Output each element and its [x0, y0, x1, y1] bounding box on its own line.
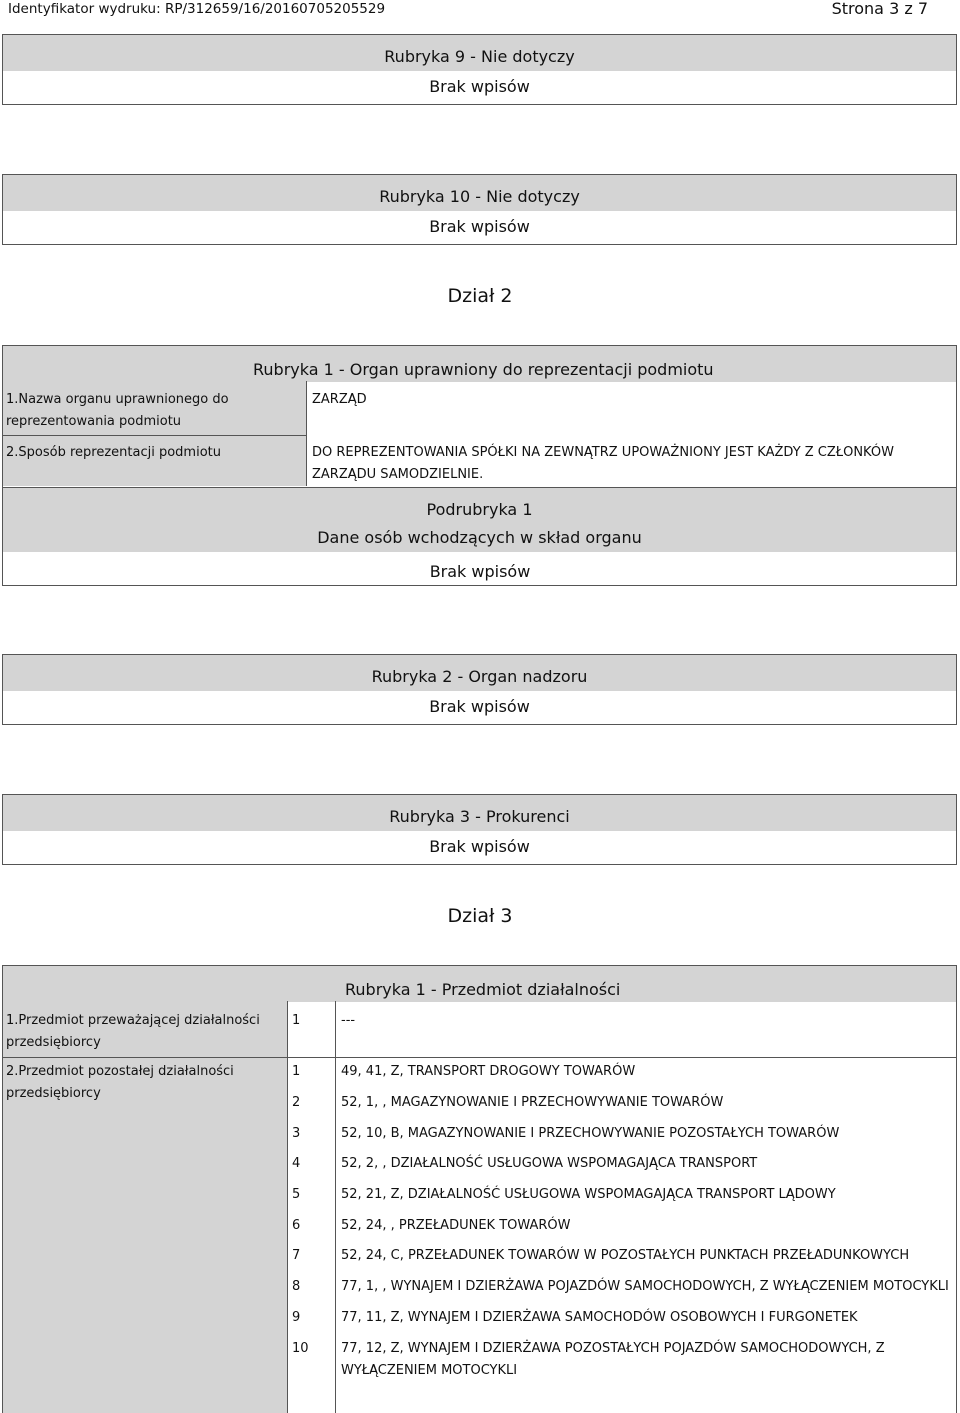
activity-item-number: 6 — [292, 1218, 301, 1233]
podrubryka-1-empty: Brak wpisów — [429, 562, 531, 581]
activity-item-number: 9 — [292, 1310, 301, 1325]
activity-item-text: 52, 2, , DZIAŁALNOŚĆ USŁUGOWA WSPOMAGAJĄCA TRANSPORT — [341, 1156, 758, 1171]
dzial2-column-divider — [306, 381, 307, 486]
activity-item-text: 52, 24, , PRZEŁADUNEK TOWARÓW — [341, 1218, 571, 1233]
podrubryka-1-header — [3, 487, 956, 552]
rubryka-10-empty: Brak wpisów — [429, 217, 530, 236]
rubryka-3-title: Rubryka 3 - Prokurenci — [3, 795, 956, 831]
activity-item-text: 49, 41, Z, TRANSPORT DROGOWY TOWARÓW — [341, 1064, 636, 1079]
activity-item-number: 3 — [292, 1126, 301, 1141]
dzial3-field2-label: 2.Przedmiot pozostałej działalności przedsiębiorcy — [6, 1064, 234, 1101]
dzial3-rubryka-1-title: Rubryka 1 - Przedmiot działalności — [345, 980, 621, 999]
dzial2-field2-label: 2.Sposób reprezentacji podmiotu — [6, 445, 221, 460]
dzial2-field1-value: ZARZĄD — [312, 392, 367, 407]
activity-item-text: 52, 24, C, PRZEŁADUNEK TOWARÓW W POZOSTAŁYCH PUNKTACH PRZEŁADUNKOWYCH — [341, 1248, 910, 1263]
dzial2-rubryka-1-title: Rubryka 1 - Organ uprawniony do reprezentacji podmiotu — [253, 360, 714, 379]
dzial3-column-divider — [287, 1001, 288, 1413]
rubryka-9-title: Rubryka 9 - Nie dotyczy — [3, 35, 956, 71]
activity-item-text: 52, 1, , MAGAZYNOWANIE I PRZECHOWYWANIE TOWARÓW — [341, 1095, 724, 1110]
dzial-2-title: Dział 2 — [447, 285, 513, 307]
activity-item-number: 8 — [292, 1279, 301, 1294]
page-number: Strona 3 z 7 — [831, 0, 928, 18]
activity-item-text: 77, 12, Z, WYNAJEM I DZIERŻAWA POZOSTAŁYCH POJAZDÓW SAMOCHODOWYCH, Z WYŁĄCZENIEM MOTOCYKLI — [341, 1341, 885, 1378]
rubryka-2-empty: Brak wpisów — [429, 697, 530, 716]
dzial2-field2-value: DO REPREZENTOWANIA SPÓŁKI NA ZEWNĄTRZ UPOWAŻNIONY JEST KAŻDY Z CZŁONKÓW ZARZĄDU SAMODZIELNIE. — [312, 445, 894, 482]
activity-item-number: 5 — [292, 1187, 301, 1202]
activity-item-number: 1 — [292, 1064, 301, 1079]
rubryka-2-title: Rubryka 2 - Organ nadzoru — [3, 655, 956, 691]
dzial2-field1-label: 1.Nazwa organu uprawnionego do reprezentowania podmiotu — [6, 392, 229, 429]
dzial3-row-divider — [3, 1057, 956, 1058]
rubryka-10-box — [2, 174, 957, 245]
activity-item-text: 52, 10, B, MAGAZYNOWANIE I PRZECHOWYWANIE POZOSTAŁYCH TOWARÓW — [341, 1126, 840, 1141]
rubryka-9-box — [2, 34, 957, 105]
rubryka-10-title: Rubryka 10 - Nie dotyczy — [3, 175, 956, 211]
dzial3-field1-value: --- — [341, 1013, 356, 1028]
rubryka-3-box — [2, 794, 957, 865]
dzial3-num-divider — [335, 1001, 336, 1413]
dzial3-rubryka-1-header — [3, 966, 956, 1002]
rubryka-3-empty: Brak wpisów — [429, 837, 530, 856]
dzial-3-title: Dział 3 — [447, 905, 513, 927]
rubryka-2-box — [2, 654, 957, 725]
activity-item-number: 2 — [292, 1095, 301, 1110]
dzial2-row-divider — [3, 435, 306, 436]
activity-item-text: 52, 21, Z, DZIAŁALNOŚĆ USŁUGOWA WSPOMAGAJĄCA TRANSPORT LĄDOWY — [341, 1187, 836, 1202]
podrubryka-1-title: Podrubryka 1 — [426, 500, 533, 519]
dzial2-rubryka-1-header — [3, 346, 956, 382]
activity-item-text: 77, 1, , WYNAJEM I DZIERŻAWA POJAZDÓW SAMOCHODOWYCH, Z WYŁĄCZENIEM MOTOCYKLI — [341, 1279, 949, 1294]
activity-item-text: 77, 11, Z, WYNAJEM I DZIERŻAWA SAMOCHODÓW OSOBOWYCH I FURGONETEK — [341, 1310, 858, 1325]
podrubryka-1-subtitle: Dane osób wchodzących w skład organu — [317, 528, 642, 547]
activity-item-number: 7 — [292, 1248, 301, 1263]
dzial3-field1-label: 1.Przedmiot przeważającej działalności przedsiębiorcy — [6, 1013, 260, 1050]
rubryka-9-empty: Brak wpisów — [429, 77, 530, 96]
activity-item-number: 10 — [292, 1341, 309, 1356]
dzial3-field1-num: 1 — [292, 1013, 301, 1028]
activity-item-number: 4 — [292, 1156, 301, 1171]
print-identifier: Identyfikator wydruku: RP/312659/16/20160705205529 — [8, 1, 386, 17]
